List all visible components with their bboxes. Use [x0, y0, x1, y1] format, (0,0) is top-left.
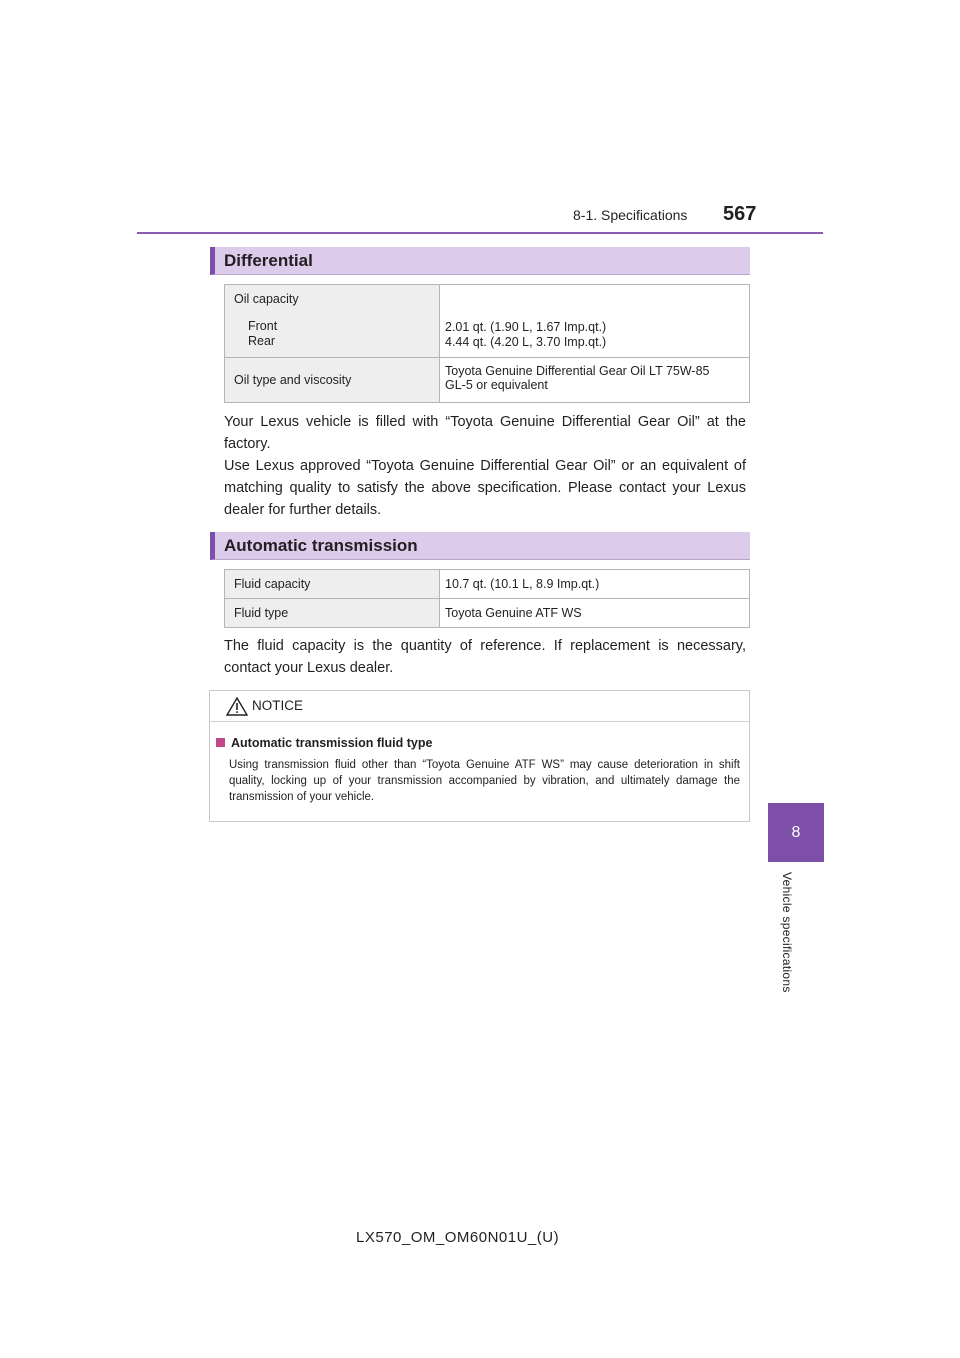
- differential-heading: [210, 247, 750, 275]
- notice-header: [210, 691, 749, 722]
- header-divider: [137, 232, 823, 234]
- notice-subheading: [216, 736, 432, 750]
- oil-type-label: Oil type and viscosity: [234, 373, 352, 387]
- table-cell-value: [440, 570, 750, 599]
- rear-value: 4.44 qt. (4.20 L, 3.70 Imp.qt.): [445, 335, 607, 349]
- warning-triangle-icon: [226, 697, 248, 716]
- differential-title: Differential: [224, 251, 313, 270]
- rear-label: Rear: [248, 334, 276, 348]
- front-label: Front: [248, 319, 278, 333]
- table-cell-value: [440, 358, 750, 403]
- notice-box: [209, 690, 750, 822]
- bullet-square-icon: [216, 738, 225, 747]
- document-code: LX570_OM_OM60N01U_(U): [356, 1229, 560, 1246]
- table-row: [225, 599, 750, 628]
- section-title: 8-1. Specifications: [573, 207, 688, 223]
- notice-body: Using transmission fluid other than “Toyota Genuine ATF WS” may cause deterioration in shift quality, locking up of your transmission accompanied by vibration, and ultimately damage the transmission of your vehicle.: [229, 759, 740, 803]
- table-cell-value: [440, 599, 750, 628]
- chapter-number: 8: [791, 823, 801, 841]
- differential-paragraph-2: Use Lexus approved “Toyota Genuine Differential Gear Oil” or an equivalent of matching quality to satisfy the above specification. Please contact your Lexus dealer for further details.: [224, 458, 746, 518]
- oil-type-value-line1: Toyota Genuine Differential Gear Oil LT 75W-85: [445, 364, 710, 378]
- fluid-type-value: Toyota Genuine ATF WS: [445, 606, 582, 620]
- fluid-type-label: Fluid type: [234, 606, 289, 620]
- table-row: [225, 358, 750, 403]
- transmission-title: Automatic transmission: [224, 536, 418, 555]
- table-cell-label: [225, 358, 440, 403]
- transmission-paragraph: The fluid capacity is the quantity of reference. If replacement is necessary, contact your Lexus dealer.: [224, 638, 746, 676]
- transmission-spec-table: [224, 569, 750, 628]
- table-cell-value: [440, 285, 750, 358]
- table-cell-label: [225, 599, 440, 628]
- table-cell-label: [225, 570, 440, 599]
- notice-title: NOTICE: [252, 698, 304, 713]
- table-row: [225, 570, 750, 599]
- oil-type-value-line2: GL-5 or equivalent: [445, 378, 548, 392]
- fluid-capacity-label: Fluid capacity: [234, 577, 311, 591]
- chapter-label: Vehicle specifications: [780, 872, 794, 993]
- chapter-tab: [768, 803, 824, 862]
- differential-spec-table: [224, 284, 750, 403]
- table-row: [225, 285, 750, 358]
- fluid-capacity-value: 10.7 qt. (10.1 L, 8.9 Imp.qt.): [445, 577, 600, 591]
- transmission-heading: [210, 532, 750, 560]
- front-value: 2.01 qt. (1.90 L, 1.67 Imp.qt.): [445, 320, 607, 334]
- notice-subheading-text: Automatic transmission fluid type: [231, 736, 433, 750]
- oil-capacity-label: Oil capacity: [234, 292, 299, 306]
- differential-paragraph-1: Your Lexus vehicle is filled with “Toyota Genuine Differential Gear Oil” at the factory.: [224, 414, 746, 452]
- page-number: 567: [723, 203, 757, 225]
- table-cell-label: [225, 285, 440, 358]
